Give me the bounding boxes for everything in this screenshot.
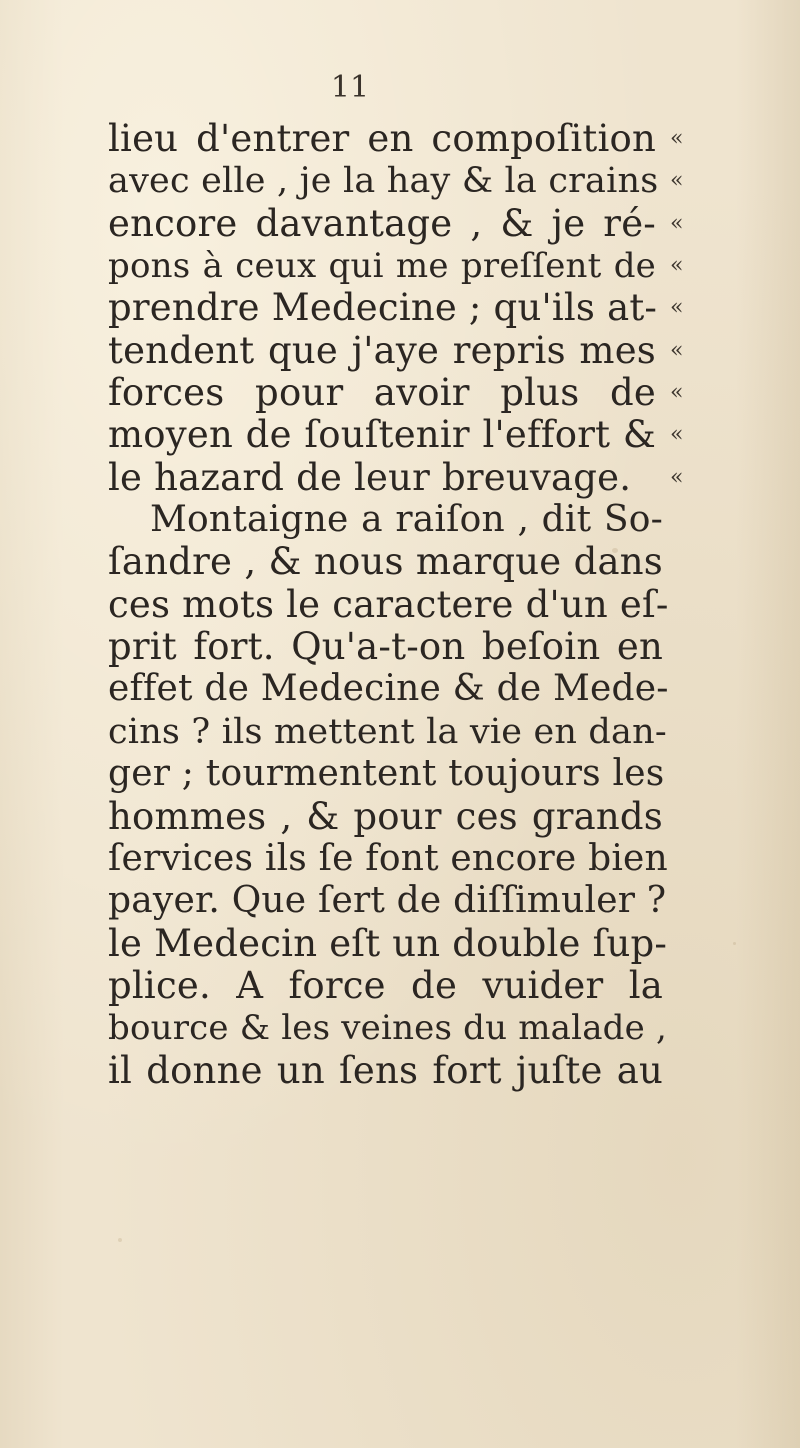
quotation-mark: « — [670, 210, 684, 236]
text-line — [108, 1050, 668, 1092]
text-line — [108, 413, 684, 457]
line-text: effet de Medecine & de Mede- — [108, 668, 669, 710]
line-text: pons à ceux qui me preſſent de — [108, 246, 656, 287]
text-line — [108, 711, 668, 753]
text-line — [108, 965, 668, 1007]
text-line — [108, 668, 668, 710]
text-line — [108, 160, 684, 202]
text-line — [108, 880, 668, 922]
line-text: le hazard de leur breuvage. — [108, 455, 632, 499]
quotation-mark: « — [670, 337, 684, 363]
page-number: 11 — [330, 70, 370, 105]
line-text: prendre Medecine ; qu'ils at- — [108, 286, 658, 330]
line-text: ſandre , & nous marque dans — [108, 540, 663, 584]
line-text: ces mots le caractere d'un eſ- — [108, 582, 669, 626]
line-text: payer. Que ſert de diſſimuler ? — [108, 880, 667, 922]
line-text: moyen de ſouſtenir l'effort & — [108, 413, 656, 457]
quotation-mark: « — [670, 422, 684, 448]
text-line — [108, 626, 668, 668]
text-line — [108, 328, 684, 372]
paper-spot — [118, 1238, 122, 1242]
quotation-mark: « — [670, 380, 684, 406]
text-line — [108, 541, 668, 583]
line-text: tendent que j'aye repris mes — [108, 328, 656, 372]
line-text: hommes , & pour ces grands — [108, 794, 663, 838]
text-line — [108, 923, 668, 965]
line-text: Montaigne a raiſon , dit So- — [150, 499, 663, 541]
line-text: il donne un ſens fort juſte au — [108, 1048, 663, 1092]
text-line — [108, 838, 668, 880]
line-text: le Medecin eſt un double ſup- — [108, 921, 668, 965]
line-text: plice. A force de vuider la — [108, 963, 663, 1007]
line-text: encore davantage , & je ré- — [108, 201, 656, 245]
line-text: bource & les veines du malade , — [108, 1008, 667, 1049]
paper-spot — [733, 942, 736, 945]
line-text: forces pour avoir plus de — [108, 371, 656, 415]
quotation-mark: « — [670, 464, 684, 490]
line-text: lieu d'entrer en compoſition — [108, 117, 656, 160]
line-text: avec elle , je la hay & la crains — [108, 161, 659, 202]
text-line — [108, 1007, 668, 1049]
text-line — [108, 455, 684, 499]
line-text: ger ; tourmentent toujours les — [108, 753, 665, 795]
text-line — [108, 371, 684, 415]
text-line — [108, 117, 684, 160]
text-line — [108, 201, 684, 245]
text-line — [108, 499, 668, 541]
body-text — [108, 117, 684, 1092]
text-line — [108, 245, 684, 287]
text-line — [108, 796, 668, 838]
line-text: cins ? ils mettent la vie en dan- — [108, 711, 667, 752]
text-line — [108, 753, 668, 795]
line-text: ſervices ils ſe font encore bien — [108, 837, 668, 879]
quotation-mark: « — [670, 168, 684, 194]
quotation-mark: « — [670, 253, 684, 279]
quotation-mark: « — [670, 126, 684, 151]
text-line — [108, 584, 668, 626]
quotation-mark: « — [670, 295, 684, 321]
text-line — [108, 286, 684, 330]
line-text: prit fort. Qu'a-t-on beſoin en — [108, 625, 663, 669]
